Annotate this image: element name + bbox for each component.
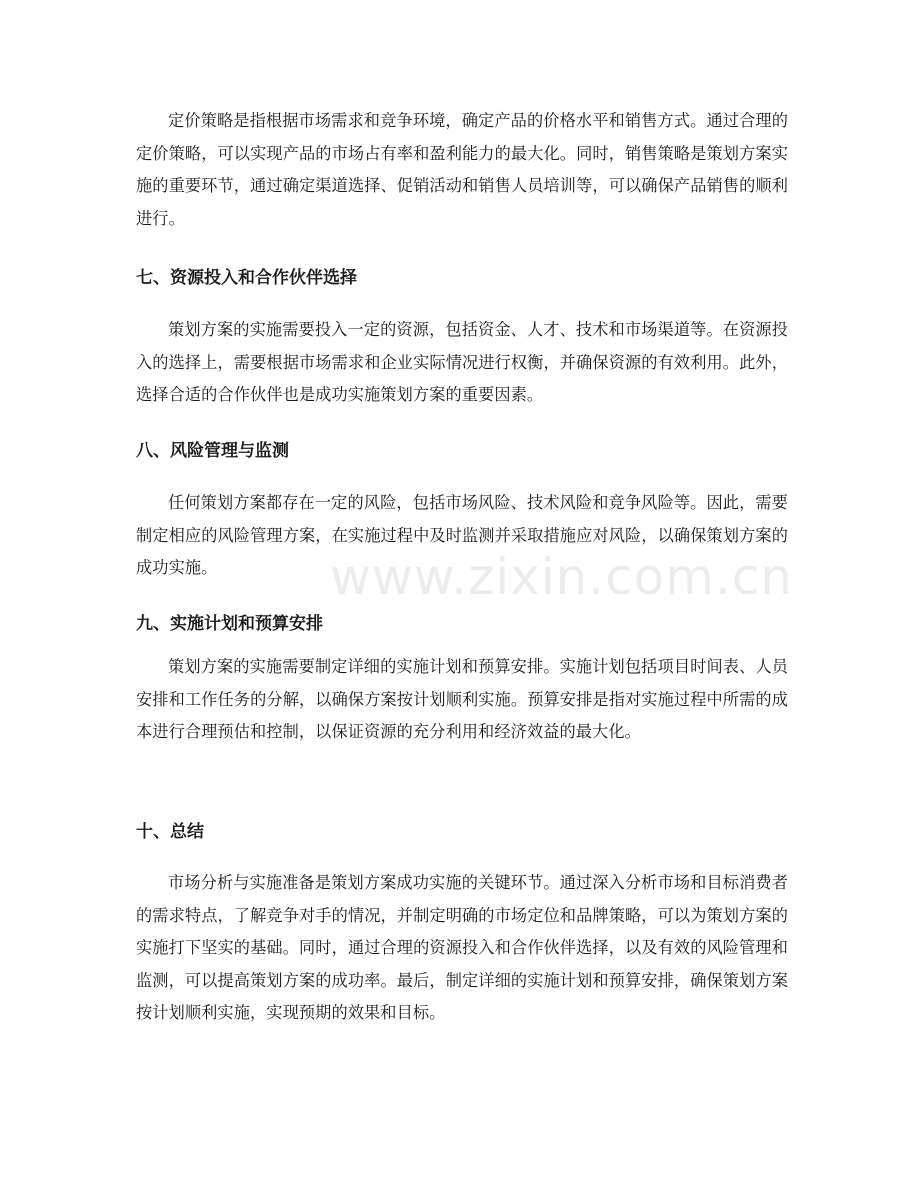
section-9-heading-block <box>136 612 788 636</box>
watermark-text: www.zixin.com.cn <box>330 548 794 606</box>
section-10-body <box>136 867 788 1030</box>
section-paragraph: 市场分析与实施准备是策划方案成功实施的关键环节。通过深入分析市场和目标消费者的需求特点，了解竞争对手的情况，并制定明确的市场定位和品牌策略，可以为策划方案的实施打下坚实的基础。同时，通过合理的资源投入和合作伙伴选择，以及有效的风险管理和监测，可以提高策划方案的成功率。最后，制定详细的实施计划和预算安排，确保策划方案按计划顺利实施，实现预期的效果和目标。 <box>136 873 788 1022</box>
section-8-heading-block <box>136 439 788 463</box>
section-heading: 七、资源投入和合作伙伴选择 <box>136 268 357 288</box>
section-heading: 十、总结 <box>136 822 204 842</box>
intro-section <box>136 105 788 235</box>
section-paragraph: 策划方案的实施需要投入一定的资源，包括资金、人才、技术和市场渠道等。在资源投入的选择上，需要根据市场需求和企业实际情况进行权衡，并确保资源的有效利用。此外，选择合适的合作伙伴也是成功实施策划方案的重要因素。 <box>136 320 788 404</box>
section-heading: 九、实施计划和预算安排 <box>136 614 323 634</box>
intro-paragraph: 定价策略是指根据市场需求和竞争环境，确定产品的价格水平和销售方式。通过合理的定价策略，可以实现产品的市场占有率和盈利能力的最大化。同时，销售策略是策划方案实施的重要环节，通过确定渠道选择、促销活动和销售人员培训等，可以确保产品销售的顺利进行。 <box>136 111 788 228</box>
section-8-body <box>136 487 788 585</box>
section-7-body <box>136 314 788 412</box>
section-paragraph: 任何策划方案都存在一定的风险，包括市场风险、技术风险和竞争风险等。因此，需要制定相应的风险管理方案，在实施过程中及时监测并采取措施应对风险，以确保策划方案的成功实施。 <box>136 493 788 577</box>
section-heading: 八、风险管理与监测 <box>136 441 289 461</box>
section-10-heading-block <box>136 820 788 844</box>
section-paragraph: 策划方案的实施需要制定详细的实施计划和预算安排。实施计划包括项目时间表、人员安排和工作任务的分解，以确保方案按计划顺利实施。预算安排是指对实施过程中所需的成本进行合理预估和控制，以保证资源的充分利用和经济效益的最大化。 <box>136 657 788 741</box>
section-9-body <box>136 651 788 749</box>
section-7-heading-block <box>136 266 788 290</box>
